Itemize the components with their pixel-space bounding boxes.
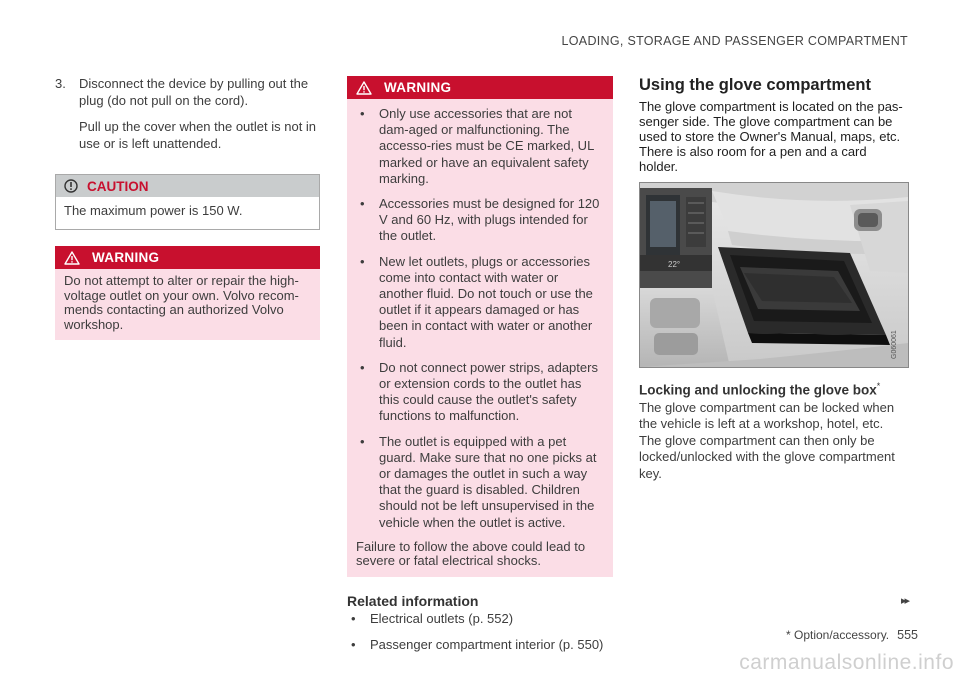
warning-list-item: • Only use accessories that are not dam-aged or malfunctioning. The accesso-ries must be CE marked, UL marked or have an equivalent safety marking. (356, 106, 605, 187)
warning-title: WARNING (92, 250, 160, 265)
footer-note: * Option/accessory. (785, 628, 890, 642)
caution-icon (64, 179, 78, 193)
warning-body (347, 99, 613, 577)
section-intro: The glove compartment is located on the pas-senger side. The glove compartment can be used to store the Owner's Manual, maps, etc. There is also room for a pen and a card holder. (639, 99, 903, 174)
step-body (79, 76, 320, 162)
column-1 (55, 76, 320, 340)
glove-compartment-figure (639, 182, 909, 368)
subsection-title-text: Locking and unlocking the glove box (639, 382, 877, 398)
related-list (347, 611, 613, 653)
step-text: Disconnect the device by pulling out the plug (do not pull on the cord). (79, 76, 309, 108)
warning-list-item: • The outlet is equipped with a pet guard. Make sure that no one picks at or damages the outlet in such a way that the guard is disabled. Children should not be left unsupervised in the vehicle when the outlet is active. (356, 434, 605, 531)
subsection-text: The glove compartment can be locked when the vehicle is left at a workshop, hotel, etc. The glove compartment can then only be locked/unlocked with the glove compartment key. (639, 399, 895, 481)
warning-triangle-icon (356, 81, 372, 95)
page-footer (786, 628, 918, 642)
related-link-electrical-outlets[interactable]: • Electrical outlets (p. 552) (347, 611, 613, 627)
related-link-passenger-compartment[interactable]: • Passenger compartment interior (p. 550) (347, 637, 613, 653)
figure-code: G060061 (891, 330, 898, 359)
warning-list-item: • Accessories must be designed for 120 V and 60 Hz, with plugs intended for the outlet. (356, 196, 605, 245)
caution-text: The maximum power is 150 W. (64, 203, 243, 218)
caution-box (55, 174, 320, 230)
step-number: 3. (55, 76, 66, 91)
chapter-header: LOADING, STORAGE AND PASSENGER COMPARTMENT (561, 34, 908, 48)
step-3 (55, 76, 320, 162)
temperature-readout: 22° (668, 260, 681, 269)
warning-triangle-icon (64, 251, 80, 265)
warning-header (347, 76, 613, 99)
step-note: Pull up the cover when the outlet is not in use or is left unattended. (79, 119, 317, 151)
warning-list-item: • Do not connect power strips, adapters or extension cords to the outlet has this could cause the outlet's safety functions to malfunction. (356, 360, 605, 425)
warning-title: WARNING (384, 80, 452, 95)
warning-list (356, 106, 605, 531)
watermark: carmanualsonline.info (739, 651, 954, 674)
section-title: Using the glove compartment (639, 76, 871, 94)
warning-footer: Failure to follow the above could lead to severe or fatal electrical shocks. (356, 538, 586, 569)
warning-box-1 (55, 246, 320, 340)
subsection-title (639, 381, 907, 398)
caution-title: CAUTION (87, 178, 149, 194)
caution-header (56, 175, 319, 197)
page-number: 555 (897, 628, 918, 642)
warning-list-item: • New let outlets, plugs or accessories come into contact with water or another fluid. Do not touch or use the outlet if it appears damaged or has been in contact with water or another fluid. (356, 254, 605, 351)
warning-box-2 (347, 76, 613, 577)
column-2 (347, 76, 613, 663)
option-marker: * (876, 381, 881, 391)
column-3 (639, 76, 907, 482)
warning-header (55, 246, 320, 269)
next-page-arrows[interactable]: ▸▸ (900, 595, 908, 607)
related-information-title: Related information (347, 592, 479, 609)
glove-compartment-illustration (640, 183, 908, 367)
warning-text: Do not attempt to alter or repair the high-voltage outlet on your own. Volvo recom-mends contacting an authorized Volvo workshop. (64, 273, 299, 332)
